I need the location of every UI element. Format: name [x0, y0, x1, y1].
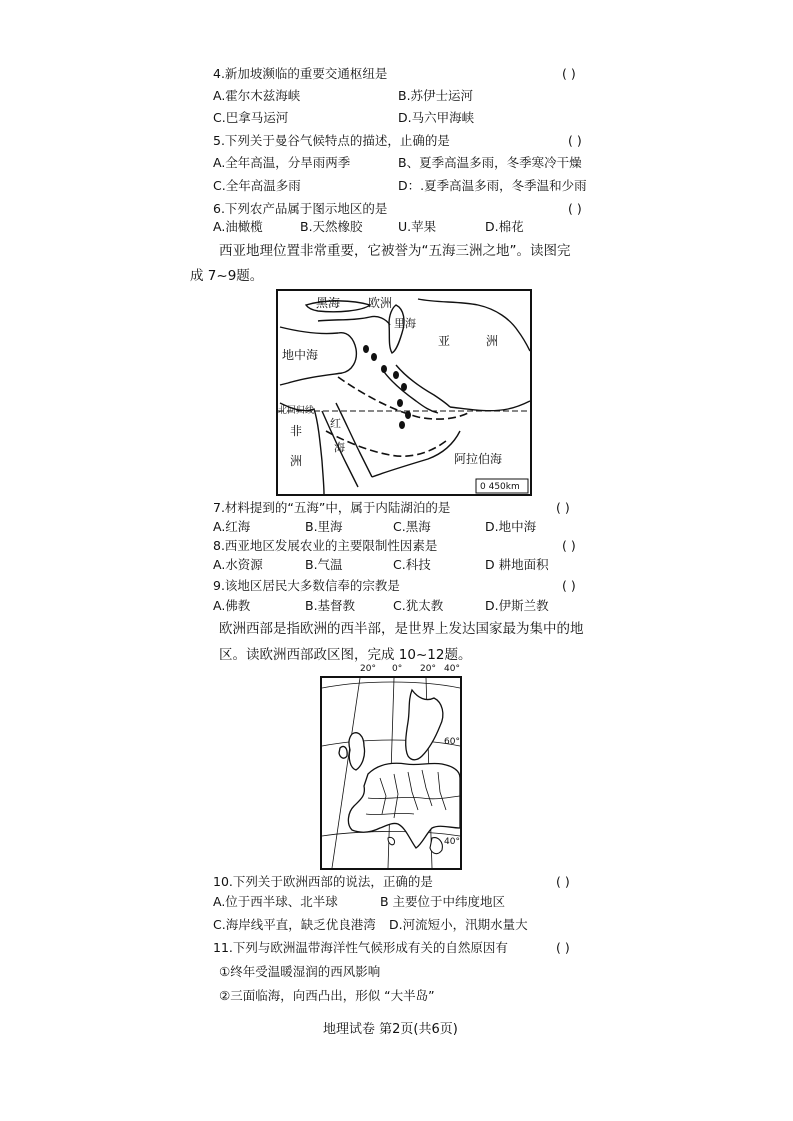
q11-stem: 11.下列与欧洲温带海洋性气候形成有关的自然原因有: [213, 940, 508, 955]
q7-stem: 7.材料提到的“五海”中，属于内陆湖泊的是: [213, 500, 451, 515]
q9-stem: 9.该地区居民大多数信奉的宗教是: [213, 578, 400, 593]
label-arabian-sea: 阿拉伯海: [454, 452, 503, 466]
q8-option-c: C.科技: [393, 557, 431, 572]
west-asia-map-drawing: [278, 291, 530, 494]
q10-answer-paren: ( ): [556, 874, 570, 889]
q4-stem: 4.新加坡濒临的重要交通枢纽是: [213, 66, 388, 81]
label-europe: 欧洲: [368, 296, 393, 310]
q11-item-2: ②三面临海，向西凸出，形似 “大半岛”: [219, 988, 435, 1003]
q9-option-c: C.犹太教: [393, 598, 444, 613]
q8-option-a: A.水资源: [213, 557, 263, 572]
label-lon-40e: 40°: [444, 664, 460, 674]
q5-answer-paren: ( ): [568, 133, 582, 148]
label-lat-40: 40°: [444, 837, 460, 847]
label-black-sea: 黑海: [316, 296, 341, 310]
q7-option-b: B.里海: [305, 519, 343, 534]
q7-option-d: D.地中海: [485, 519, 537, 534]
label-mediterranean: 地中海: [282, 348, 319, 362]
q6-answer-paren: ( ): [568, 201, 582, 216]
q9-option-d: D.伊斯兰教: [485, 598, 549, 613]
q5-option-c: C.全年高温多雨: [213, 178, 301, 193]
q6-option-a: A.油橄榄: [213, 219, 263, 234]
q4-option-c: C.巴拿马运河: [213, 110, 289, 125]
label-lon-0: 0°: [392, 664, 403, 674]
q8-stem: 8.西亚地区发展农业的主要限制性因素是: [213, 538, 438, 553]
q4-option-b: B.苏伊士运河: [398, 88, 474, 103]
label-red-sea-2: 海: [334, 441, 345, 454]
q10-stem: 10.下列关于欧洲西部的说法，正确的是: [213, 874, 433, 889]
page-footer: 地理试卷 第2页(共6页): [323, 1022, 458, 1037]
intro-europe-line1: 欧洲西部是指欧洲的西半部，是世界上发达国家最为集中的地: [219, 621, 584, 637]
q4-answer-paren: ( ): [562, 66, 576, 81]
label-caspian: 里海: [394, 317, 416, 330]
q11-item-1: ①终年受温暖湿润的西风影响: [219, 964, 381, 979]
q6-option-d: D.棉花: [485, 219, 524, 234]
intro-europe-line2: 区。读欧洲西部政区图，完成 10~12题。: [219, 647, 472, 663]
west-europe-map-drawing: [322, 678, 460, 868]
west-asia-map: [276, 289, 532, 496]
q9-option-a: A.佛教: [213, 598, 251, 613]
q6-stem: 6.下列农产品属于图示地区的是: [213, 201, 388, 216]
q7-option-a: A.红海: [213, 519, 251, 534]
q8-answer-paren: ( ): [562, 538, 576, 553]
q6-option-b: B.天然橡胶: [300, 219, 363, 234]
label-red-sea-1: 红: [330, 417, 341, 430]
q8-option-d: D 耕地面积: [485, 557, 549, 572]
q4-option-a: A.霍尔木兹海峡: [213, 88, 301, 103]
q10-option-d: D.河流短小，汛期水量大: [389, 917, 528, 932]
label-tropic: 北回归线: [278, 406, 315, 416]
q9-answer-paren: ( ): [562, 578, 576, 593]
q4-option-d: D.马六甲海峡: [398, 110, 475, 125]
q8-option-b: B.气温: [305, 557, 343, 572]
q5-option-d: D：.夏季高温多雨，冬季温和少雨: [398, 178, 587, 193]
label-asia-2: 洲: [486, 334, 499, 348]
label-lon-20w: 20°: [360, 664, 376, 674]
label-lon-20e: 20°: [420, 664, 436, 674]
q10-option-a: A.位于西半球、北半球: [213, 894, 338, 909]
q6-option-c: U.苹果: [398, 219, 437, 234]
intro-west-asia-line1: 西亚地理位置非常重要，它被誉为“五海三洲之地”。读图完: [219, 243, 571, 259]
q5-option-b: B、夏季高温多雨，冬季寒冷干燥: [398, 155, 582, 170]
label-africa-2: 洲: [290, 454, 303, 468]
q10-option-c: C.海岸线平直，缺乏优良港湾: [213, 917, 376, 932]
q5-option-a: A.全年高温，分旱雨两季: [213, 155, 351, 170]
q9-option-b: B.基督教: [305, 598, 356, 613]
q7-answer-paren: ( ): [556, 500, 570, 515]
q11-answer-paren: ( ): [556, 940, 570, 955]
q10-option-b: B 主要位于中纬度地区: [380, 894, 506, 909]
label-africa-1: 非: [290, 424, 303, 438]
west-europe-map: [320, 676, 462, 870]
q5-stem: 5.下列关于曼谷气候特点的描述，止确的是: [213, 133, 450, 148]
label-lat-60: 60°: [444, 737, 460, 747]
intro-west-asia-line2: 成 7~9题。: [190, 268, 264, 284]
q7-option-c: C.黑海: [393, 519, 431, 534]
label-asia-1: 亚: [438, 334, 451, 348]
map-scale-bar: 0 450km: [480, 482, 520, 492]
